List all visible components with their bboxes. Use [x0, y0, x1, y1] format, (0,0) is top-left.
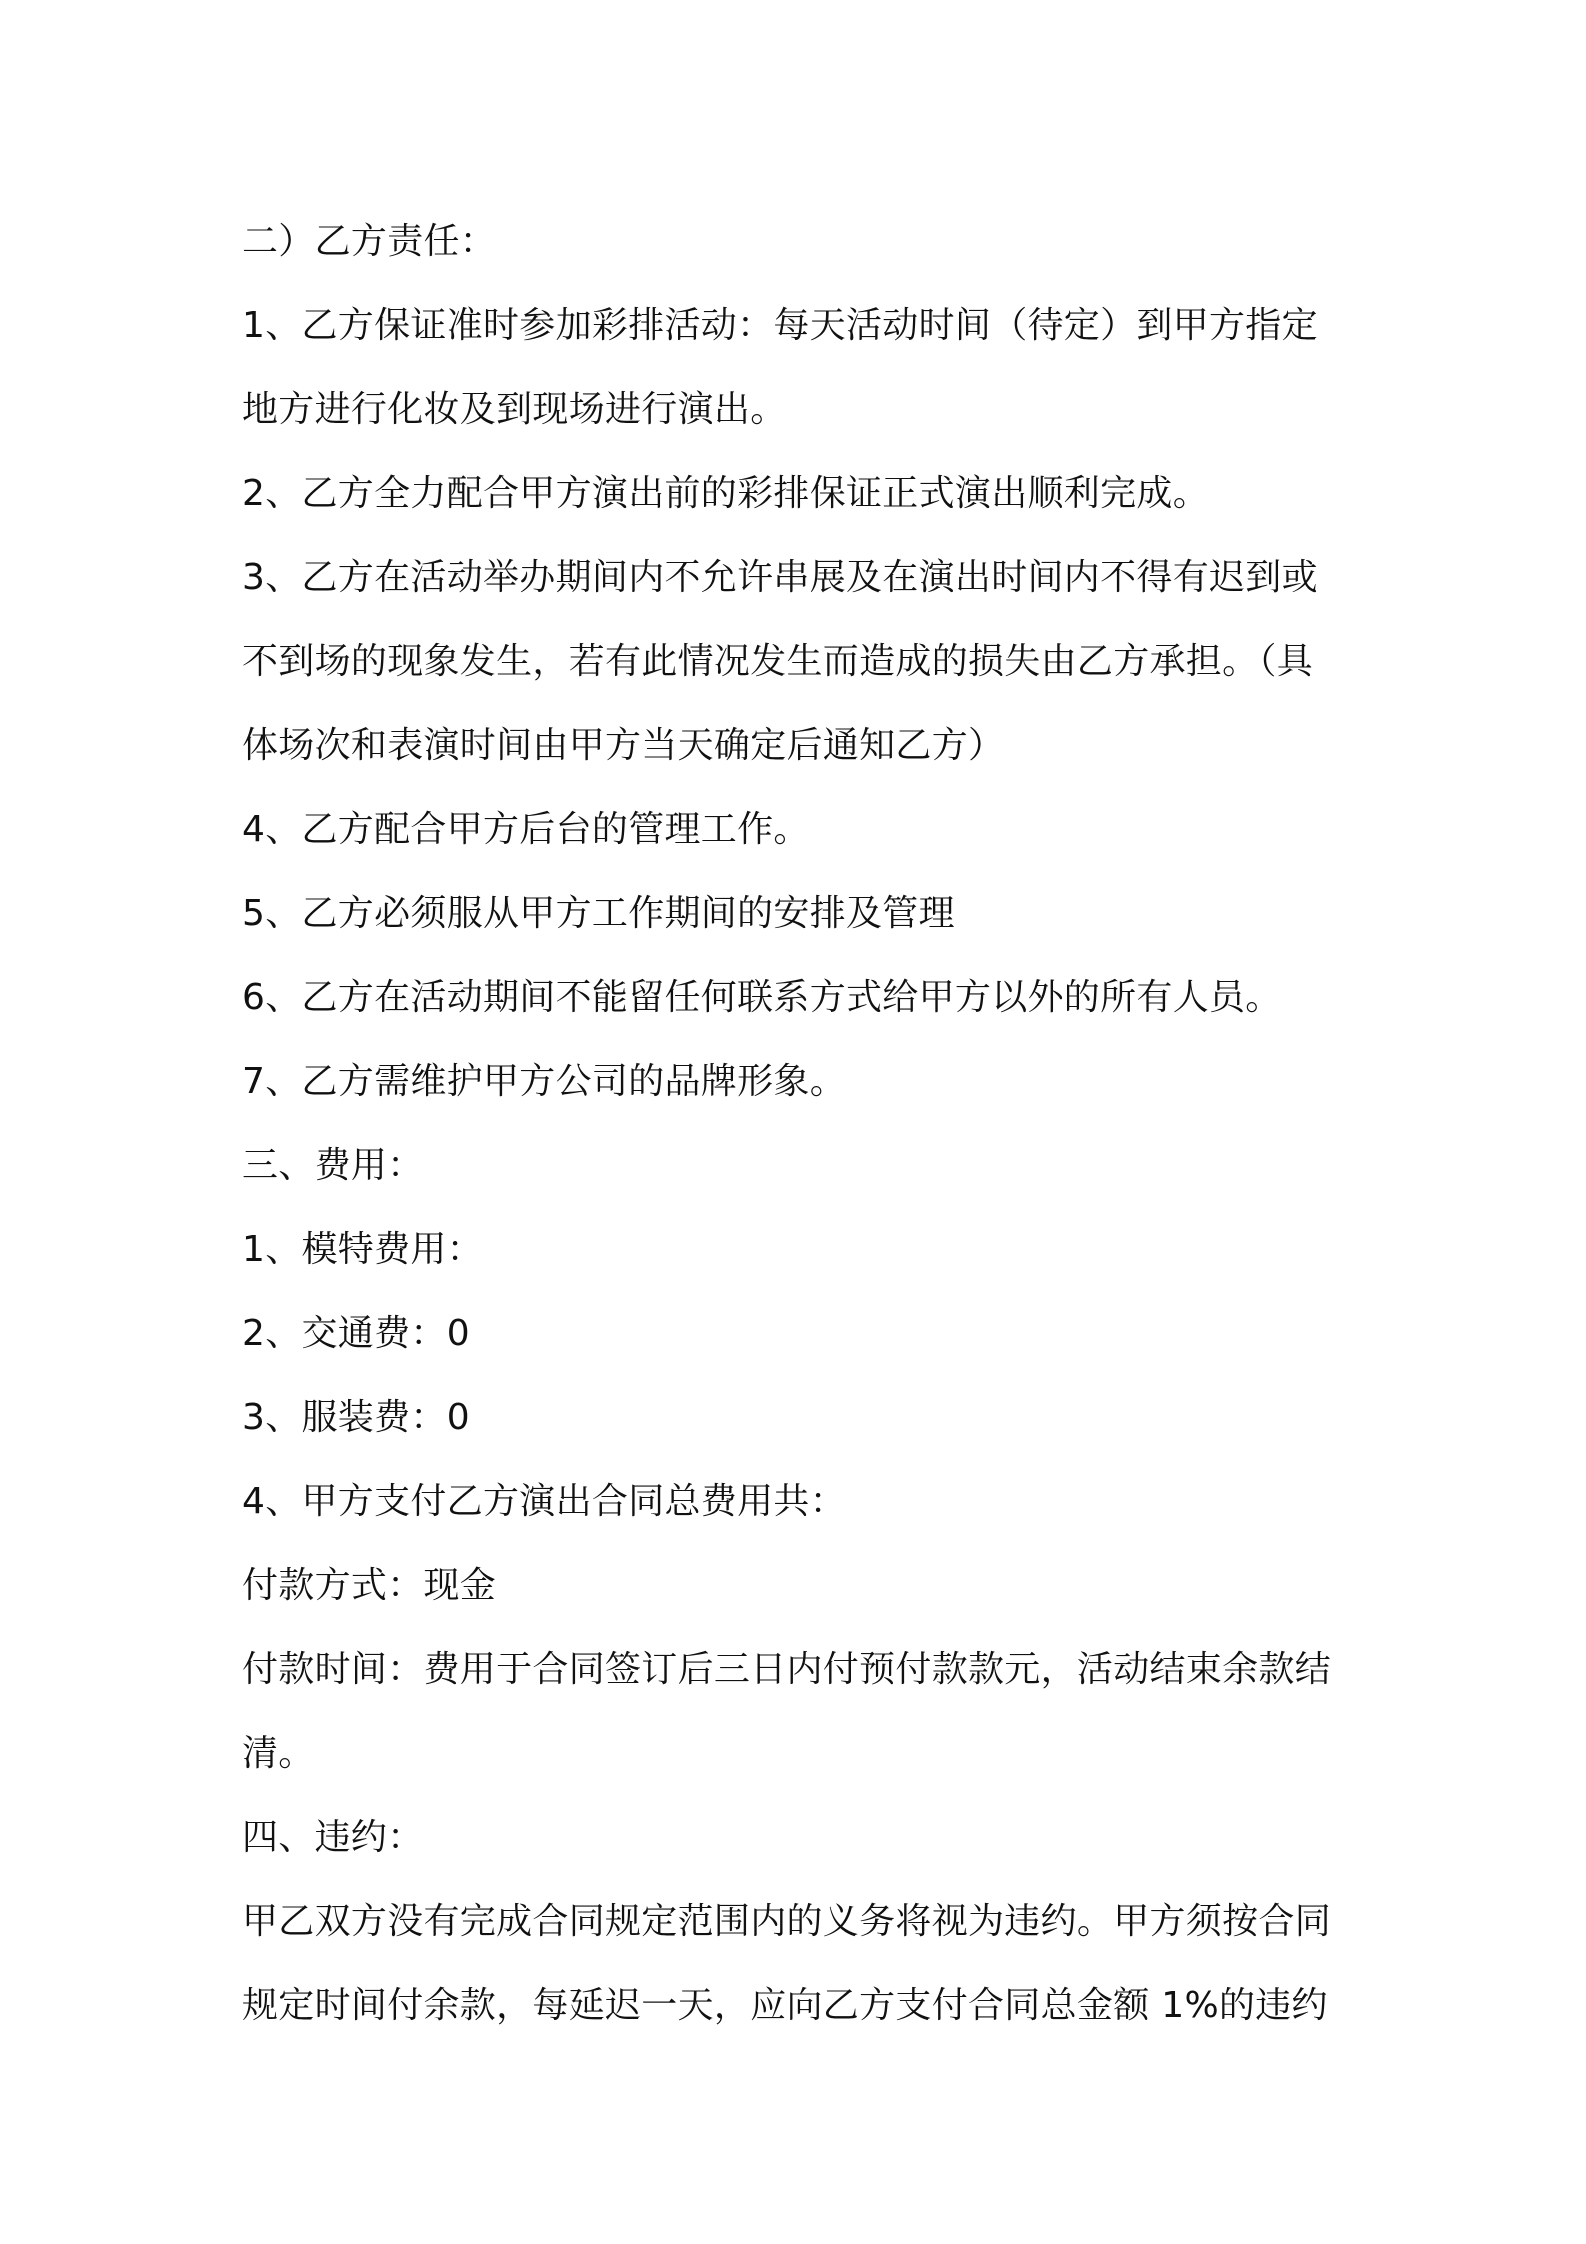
fee-item-total: 4、甲方支付乙方演出合同总费用共：	[242, 1481, 847, 1522]
clause-4: 4、乙方配合甲方后台的管理工作。	[242, 809, 810, 850]
clause-1-line-1: 1、乙方保证准时参加彩排活动：每天活动时间（待定）到甲方指定	[242, 305, 1318, 346]
clause-3-line-3: 体场次和表演时间由甲方当天确定后通知乙方）	[242, 725, 1005, 766]
payment-time-line-2: 清。	[242, 1733, 315, 1774]
clause-3-line-1: 3、乙方在活动举办期间内不允许串展及在演出时间内不得有迟到或	[242, 557, 1318, 598]
fee-item-model: 1、模特费用：	[242, 1229, 484, 1270]
contract-text	[242, 200, 1362, 2048]
clause-3-line-2: 不到场的现象发生，若有此情况发生而造成的损失由乙方承担。（具	[242, 641, 1314, 682]
section-heading-breach: 四、违约：	[242, 1817, 424, 1858]
fee-item-transport: 2、交通费：0	[242, 1313, 470, 1354]
section-heading-party-b-responsibility: 二）乙方责任：	[242, 221, 497, 262]
payment-time-line-1: 付款时间：费用于合同签订后三日内付预付款款元，活动结束余款结	[242, 1649, 1332, 1690]
clause-5: 5、乙方必须服从甲方工作期间的安排及管理	[242, 893, 955, 934]
fee-item-costume: 3、服装费：0	[242, 1397, 470, 1438]
payment-method: 付款方式：现金	[242, 1565, 497, 1606]
clause-7: 7、乙方需维护甲方公司的品牌形象。	[242, 1061, 847, 1102]
clause-2: 2、乙方全力配合甲方演出前的彩排保证正式演出顺利完成。	[242, 473, 1210, 514]
clause-1-line-2: 地方进行化妆及到现场进行演出。	[242, 389, 787, 430]
section-heading-fees: 三、费用：	[242, 1145, 424, 1186]
clause-6: 6、乙方在活动期间不能留任何联系方式给甲方以外的所有人员。	[242, 977, 1282, 1018]
breach-line-1: 甲乙双方没有完成合同规定范围内的义务将视为违约。甲方须按合同	[242, 1901, 1332, 1942]
breach-line-2: 规定时间付余款，每延迟一天，应向乙方支付合同总金额 1%的违约	[242, 1985, 1328, 2026]
